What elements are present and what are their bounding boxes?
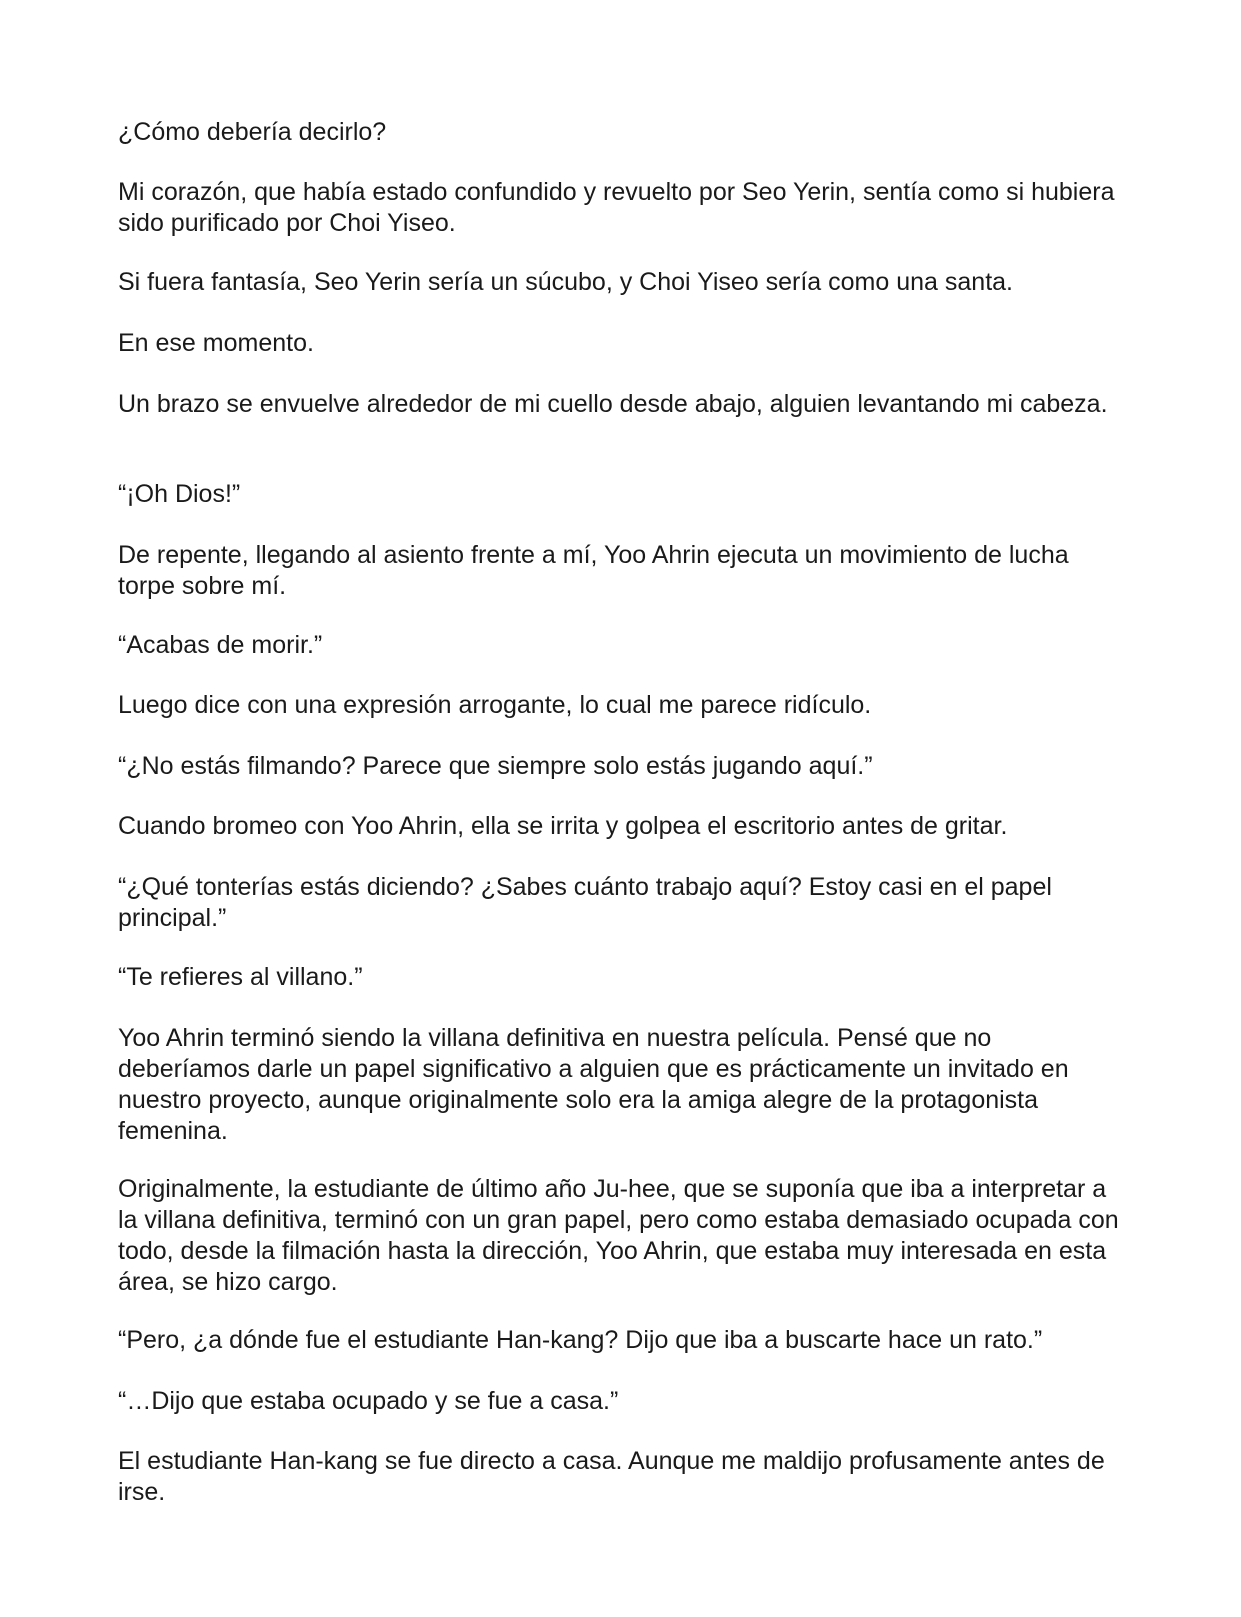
paragraph-8: “Acabas de morir.” [118, 631, 323, 659]
paragraph-3: Si fuera fantasía, Seo Yerin sería un súcubo, y Choi Yiseo sería como una santa. [118, 268, 1013, 296]
paragraph-13: “Te refieres al villano.” [118, 963, 363, 991]
paragraph-14: Yoo Ahrin terminó siendo la villana definitiva en nuestra película. Pensé que no deberíamos darle un papel significativo a alguien que es prácticamente un invitado en nuestro proyecto, aunque originalmente solo era la amiga alegre de la protagonista femenina. [118, 1024, 1069, 1145]
paragraph-9: Luego dice con una expresión arrogante, lo cual me parece ridículo. [118, 691, 872, 719]
paragraph-12: “¿Qué tonterías estás diciendo? ¿Sabes cuánto trabajo aquí? Estoy casi en el papel principal.” [118, 873, 1052, 932]
paragraph-4: En ese momento. [118, 329, 314, 357]
paragraph-5: Un brazo se envuelve alrededor de mi cuello desde abajo, alguien levantando mi cabeza. [118, 390, 1108, 418]
paragraph-16: “Pero, ¿a dónde fue el estudiante Han-kang? Dijo que iba a buscarte hace un rato.” [118, 1326, 1043, 1354]
paragraph-1: ¿Cómo debería decirlo? [118, 118, 387, 146]
paragraph-2: Mi corazón, que había estado confundido y revuelto por Seo Yerin, sentía como si hubiera sido purificado por Choi Yiseo. [118, 178, 1115, 237]
paragraph-7: De repente, llegando al asiento frente a mí, Yoo Ahrin ejecuta un movimiento de lucha torpe sobre mí. [118, 541, 1069, 600]
paragraph-10: “¿No estás filmando? Parece que siempre solo estás jugando aquí.” [118, 752, 873, 780]
paragraph-18: El estudiante Han-kang se fue directo a casa. Aunque me maldijo profusamente antes de irse. [118, 1447, 1105, 1506]
paragraph-17: “…Dijo que estaba ocupado y se fue a casa.” [118, 1387, 619, 1415]
paragraph-11: Cuando bromeo con Yoo Ahrin, ella se irrita y golpea el escritorio antes de gritar. [118, 812, 1008, 840]
paragraph-15: Originalmente, la estudiante de último año Ju-hee, que se suponía que iba a interpretar a la villana definitiva, terminó con un gran papel, pero como estaba demasiado ocupada con todo, desde la filmación hasta la dirección, Yoo Ahrin, que estaba muy interesada en esta área, se hizo cargo. [118, 1175, 1119, 1296]
paragraph-6: “¡Oh Dios!” [118, 480, 241, 508]
